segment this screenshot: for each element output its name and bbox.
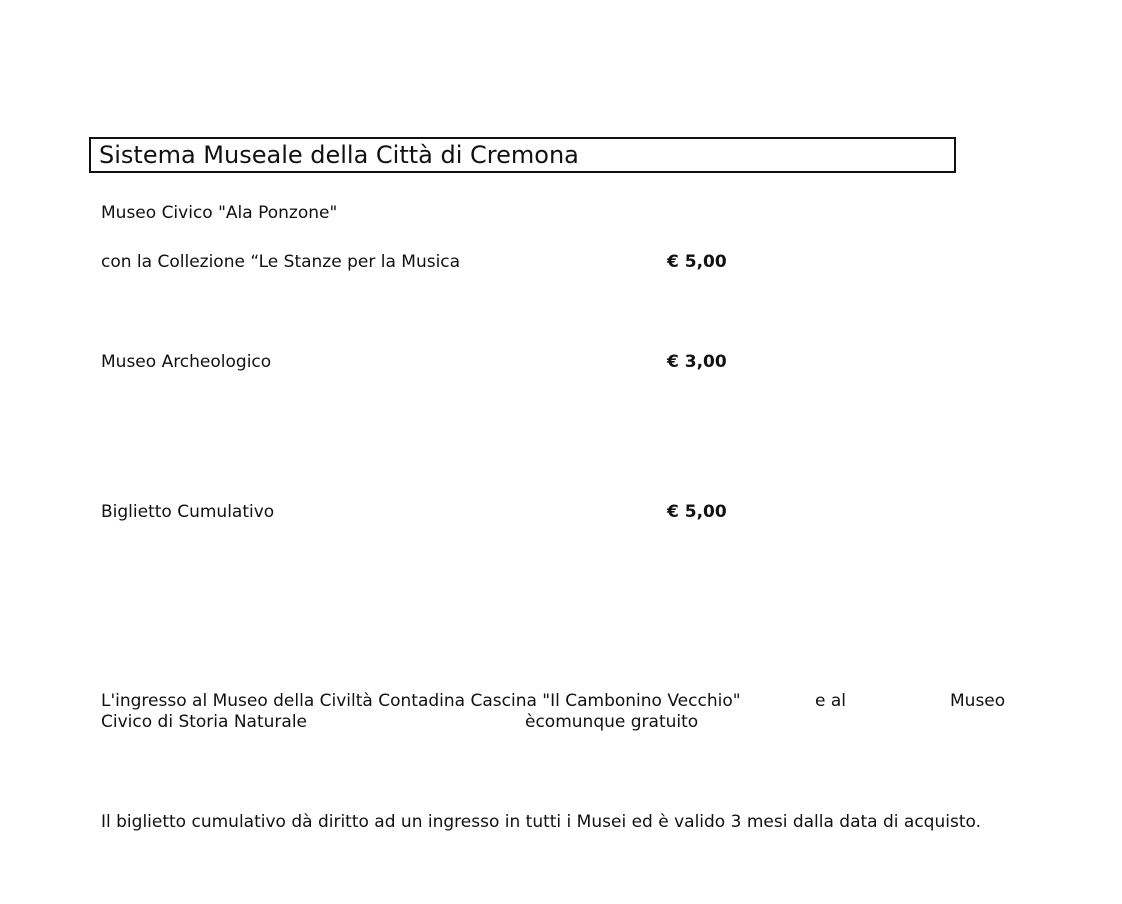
- cumulative-ticket-note: Il biglietto cumulativo dà diritto ad un ingresso in tutti i Musei ed è valido 3 mesi dalla data di acquisto.: [101, 812, 981, 832]
- item-museo-civico-collection: con la Collezione “Le Stanze per la Musica: [101, 252, 461, 272]
- item-museo-archeologico-name: Museo Archeologico: [101, 352, 272, 372]
- page-title: Sistema Museale della Città di Cremona: [99, 141, 579, 169]
- free-entry-note-part2: e al: [815, 691, 847, 711]
- free-entry-note-part1: L'ingresso al Museo della Civiltà Contadina Cascina "Il Cambonino Vecchio": [101, 691, 741, 711]
- item-museo-civico-name: Museo Civico "Ala Ponzone": [101, 203, 338, 223]
- free-entry-note-part3: Museo: [950, 691, 1006, 711]
- item-museo-archeologico-price: € 3,00: [667, 352, 727, 372]
- item-biglietto-cumulativo-name: Biglietto Cumulativo: [101, 502, 275, 522]
- title-box: [89, 137, 956, 173]
- free-entry-note-part4: Civico di Storia Naturale: [101, 712, 308, 732]
- free-entry-note-part5: ècomunque gratuito: [525, 712, 699, 732]
- item-museo-civico-price: € 5,00: [667, 252, 727, 272]
- item-biglietto-cumulativo-price: € 5,00: [667, 502, 727, 522]
